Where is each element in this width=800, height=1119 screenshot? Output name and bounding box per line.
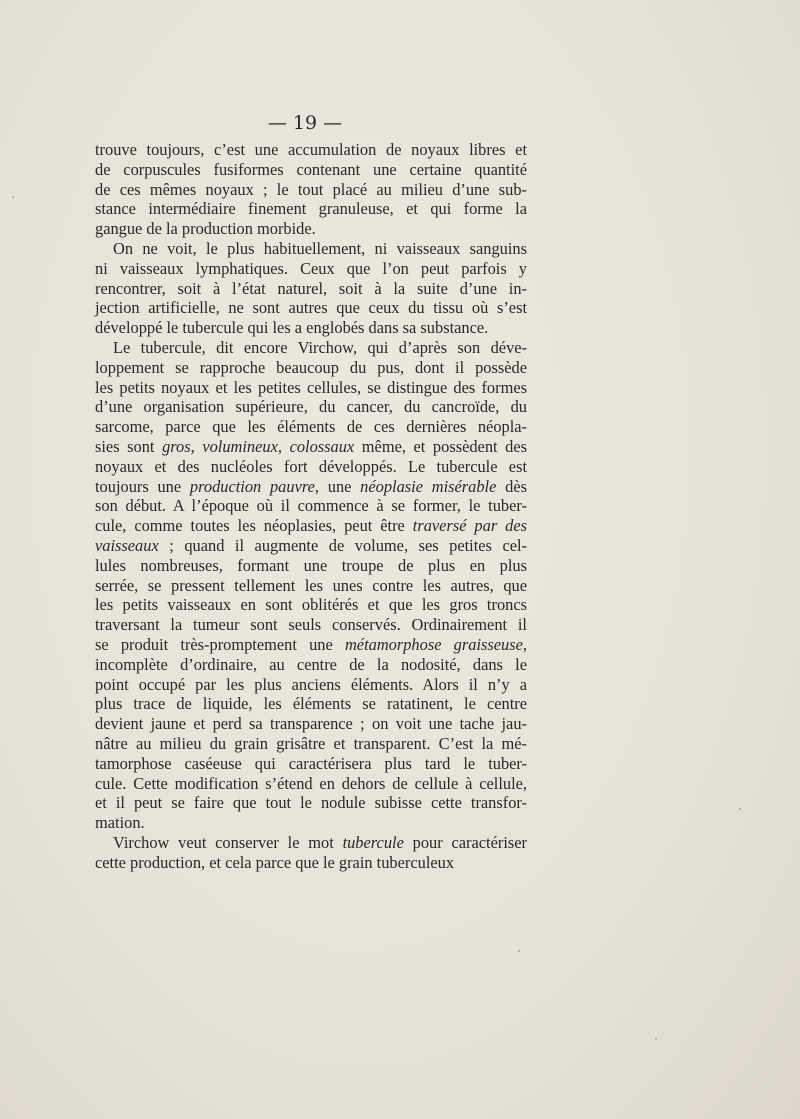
italic-text: vaisseaux: [95, 535, 159, 555]
text-line: rencontrer, soit à l’état naturel, soit à la suite d’une in-: [95, 278, 527, 298]
text-line: traversant la tumeur sont seuls conservés. Ordinairement il: [95, 615, 527, 635]
paper-speck: [12, 196, 14, 198]
italic-text: tubercule: [342, 832, 404, 852]
text-line: [95, 477, 527, 497]
text-line: ni vaisseaux lymphatiques. Ceux que l’on peut parfois y: [95, 258, 527, 278]
text-line: d’une organisation supérieure, du cancer, du cancroïde, du: [95, 397, 527, 417]
text-segment: sies sont: [95, 436, 163, 456]
italic-text: colossaux: [289, 436, 355, 456]
text-segment: ; quand il augmente de volume, ses petites cel-: [158, 535, 527, 555]
text-line: [95, 437, 527, 457]
text-segment: Virchow veut conserver le mot: [113, 832, 343, 852]
text-segment: ,: [277, 436, 290, 456]
page-number: — 19 —: [267, 112, 343, 134]
italic-text: gros: [162, 436, 191, 456]
text-line: [95, 635, 527, 655]
text-line: de corpuscules fusiformes contenant une certaine quantité: [95, 159, 527, 179]
text-segment: , une: [314, 476, 361, 496]
italic-text: néoplasie misérable: [360, 476, 497, 496]
text-line: noyaux et des nucléoles fort développés. Le tubercule est: [95, 456, 527, 476]
text-segment: ,: [522, 634, 527, 654]
italic-text: volumineux: [202, 436, 278, 456]
text-line: tamorphose caséeuse qui caractérisera plus tard le tuber-: [95, 753, 527, 773]
italic-text: production pauvre: [189, 476, 315, 496]
text-line: son début. A l’époque où il commence à se former, le tuber-: [95, 496, 527, 516]
italic-text: métamorphose graisseuse: [344, 634, 523, 654]
text-line: développé le tubercule qui les a englobés dans sa substance.: [95, 318, 489, 338]
text-line: [95, 833, 527, 853]
text-line: [95, 536, 527, 556]
text-line: jection artificielle, ne sont autres que ceux du tissu où s’est: [95, 298, 527, 318]
text-line: cette production, et cela parce que le grain tuberculeux: [95, 852, 455, 872]
text-line: gangue de la production morbide.: [95, 219, 316, 239]
text-line: serrée, se pressent tellement les unes contre les autres, que: [95, 575, 527, 595]
text-line: mation.: [95, 813, 145, 833]
body-text: [95, 140, 527, 872]
text-segment: pour caractériser: [403, 832, 527, 852]
paper-speck: [739, 808, 741, 810]
text-line: [95, 516, 527, 536]
paper-speck: [518, 950, 520, 952]
text-segment: dès: [496, 476, 527, 496]
text-line: On ne voit, le plus habituellement, ni vaisseaux sanguins: [113, 238, 527, 258]
text-line: Le tubercule, dit encore Virchow, qui d’après son déve-: [113, 337, 527, 357]
text-segment: cule, comme toutes les néoplasies, peut être: [95, 516, 413, 536]
text-line: les petits noyaux et les petites cellules, se distingue des formes: [95, 377, 527, 397]
text-segment: se produit très-promptement une: [95, 634, 345, 654]
text-line: point occupé par les plus anciens éléments. Alors il n’y a: [95, 674, 527, 694]
text-line: devient jaune et perd sa transparence ; on voit une tache jau-: [95, 714, 527, 734]
text-line: trouve toujours, c’est une accumulation de noyaux libres et: [95, 140, 527, 159]
text-line: plus trace de liquide, les éléments se ratatinent, le centre: [95, 694, 527, 714]
text-line: cule. Cette modification s’étend en dehors de cellule à cellule,: [95, 773, 527, 793]
text-line: lules nombreuses, formant une troupe de plus en plus: [95, 555, 527, 575]
text-line: sarcome, parce que les éléments de ces dernières néopla-: [95, 417, 527, 437]
text-line: nâtre au milieu du grain grisâtre et transparent. C’est la mé-: [95, 733, 527, 753]
text-line: et il peut se faire que tout le nodule subisse cette transfor-: [95, 793, 527, 813]
text-segment: ,: [190, 436, 203, 456]
text-segment: toujours une: [95, 476, 190, 496]
text-line: les petits vaisseaux en sont oblitérés et que les gros troncs: [95, 595, 527, 615]
text-line: loppement se rapproche beaucoup du pus, dont il possède: [95, 357, 527, 377]
text-segment: même, et possèdent des: [354, 436, 528, 456]
paper-speck: [655, 1038, 657, 1040]
text-line: incomplète d’ordinaire, au centre de la nodosité, dans le: [95, 654, 527, 674]
text-line: stance intermédiaire finement granuleuse, et qui forme la: [95, 199, 527, 219]
italic-text: traversé par des: [412, 516, 527, 536]
text-line: de ces mêmes noyaux ; le tout placé au milieu d’une sub-: [95, 179, 527, 199]
